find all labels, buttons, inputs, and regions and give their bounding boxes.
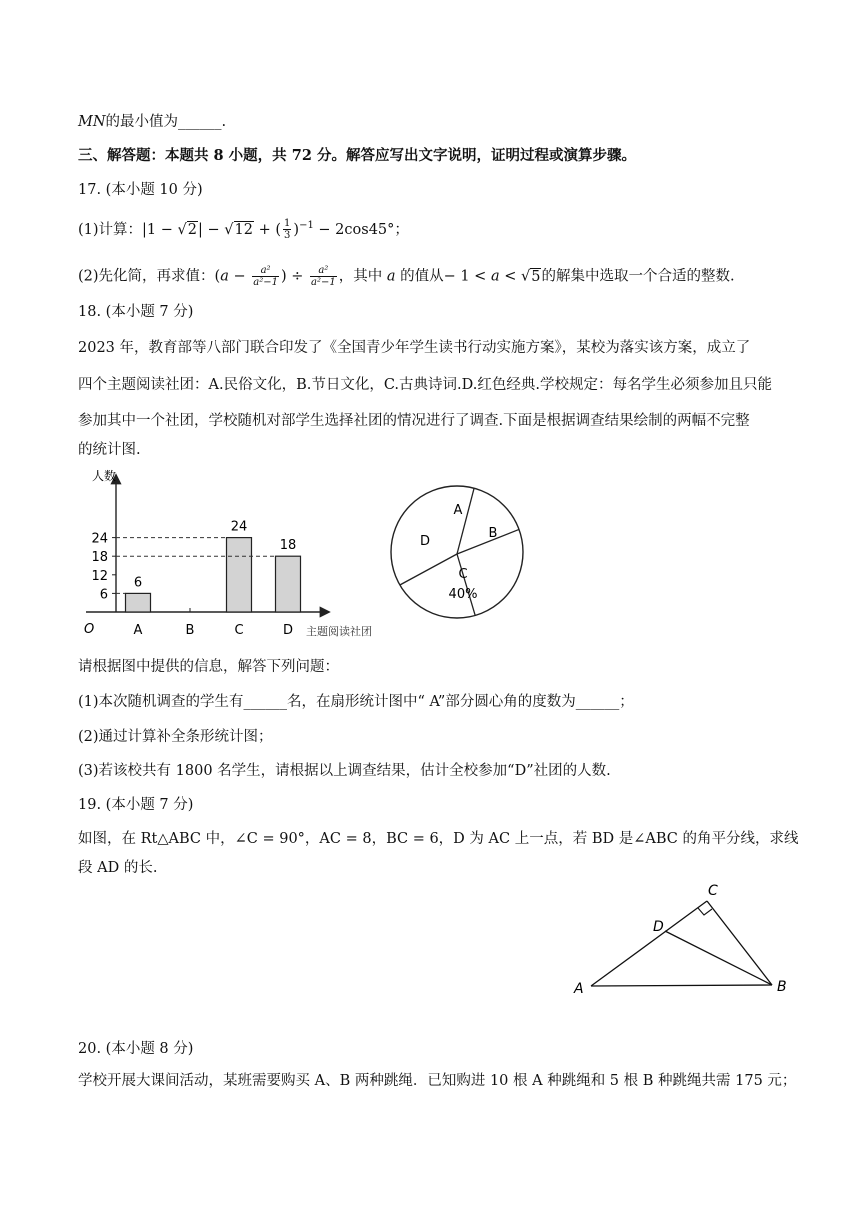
q18-para-2: 四个主题阅读社团：A.民俗文化，B.节日文化，C.古典诗词.D.红色经典.学校规定：每名学生必须参加且只能 — [78, 377, 772, 393]
vertex-d: D — [653, 919, 664, 935]
bar — [276, 556, 301, 612]
bar-xlabel: 主题阅读社团 — [306, 625, 372, 638]
q16-tail — [78, 112, 226, 132]
q18-item-3: (3)若该校共有 1800 名学生，请根据以上调查结果，估计全校参加“D”社团的人数. — [78, 763, 611, 779]
bar-ylabel: 人数 — [92, 469, 117, 483]
exponent: −1 — [299, 220, 314, 231]
q17-part2-label: (2)先化简，再求值：( — [78, 268, 221, 285]
sqrt-12: 12 — [234, 221, 253, 238]
q18-para-3: 参加其中一个社团，学校随机对部学生选择社团的情况进行了调查.下面是根据调查结果绘制的两幅不完整 — [78, 413, 750, 429]
bar-ytick-label: 6 — [99, 587, 108, 603]
bar-data-label: 6 — [133, 575, 143, 591]
vertex-a: A — [574, 981, 584, 997]
pie-label-b: B — [488, 526, 498, 541]
q19-line-1: 如图，在 Rt△ABC 中，∠C = 90°，AC = 8，BC = 6，D 为 AC 上一点，若 BD 是∠ABC 的角平分线，求线 — [78, 831, 799, 847]
bar-ytick-label: 12 — [91, 568, 108, 584]
frac2-den: a²−1 — [310, 277, 336, 288]
side-ab — [591, 985, 772, 986]
right-angle-mark — [698, 908, 712, 915]
expr-c: + ( — [253, 221, 282, 238]
bar-ytick-label: 18 — [91, 550, 108, 566]
var-mn: MN — [78, 114, 106, 130]
frac1-den: a²−1 — [253, 277, 278, 288]
q17-part1-label: (1)计算： — [78, 221, 143, 238]
triangle-figure — [560, 878, 800, 998]
sqrt-2: 2 — [187, 221, 198, 238]
q17-header: 17. (本小题 10 分) — [78, 182, 203, 198]
frac2-num: a² — [310, 265, 337, 277]
vertex-c: C — [708, 883, 718, 899]
bar-xtick-label: A — [133, 623, 143, 638]
q16-text: 的最小值为______. — [105, 114, 227, 130]
q18-item-1: (1)本次随机调查的学生有______名，在扇形统计图中“ A”部分圆心角的度数为______； — [78, 694, 634, 710]
bar-xtick-label: B — [185, 623, 195, 638]
bar-ytick-label: 24 — [91, 531, 108, 547]
pie-label-a: A — [453, 503, 463, 518]
bar-origin: O — [84, 622, 95, 637]
bar — [126, 593, 151, 612]
bar-chart-marks — [116, 520, 301, 612]
section-title: 三、解答题：本题共 8 小题，共 72 分。解答应写出文字说明，证明过程或演算步骤。 — [78, 147, 636, 164]
vertex-b: B — [777, 979, 787, 995]
bar-xtick-label: D — [282, 623, 294, 638]
q19-header: 19. (本小题 7 分) — [78, 797, 194, 813]
q18-prompt: 请根据图中提供的信息，解答下列问题： — [78, 659, 339, 675]
text3: < — [499, 268, 521, 285]
q18-para-4: 的统计图. — [78, 442, 141, 458]
segment-bd — [665, 931, 772, 985]
divide: ) ÷ — [280, 268, 308, 285]
bar-chart — [78, 462, 398, 642]
q18-item-2: (2)通过计算补全条形统计图； — [78, 729, 273, 745]
expr-a: |1 − — [142, 221, 178, 238]
minus: − — [228, 268, 251, 285]
pie-chart — [385, 480, 530, 625]
q19-line-2: 段 AD 的长. — [78, 860, 158, 876]
frac-num: 1 — [284, 218, 291, 230]
var-a: a — [220, 268, 229, 285]
bar-data-label: 24 — [230, 519, 248, 535]
fraction-1 — [252, 265, 279, 288]
side-cb — [707, 901, 772, 985]
bar-data-label: 18 — [279, 538, 297, 554]
q18-header: 18. (本小题 7 分) — [78, 304, 194, 320]
var-a2: a — [386, 268, 396, 285]
expr-e: − 2cos45°； — [313, 221, 409, 238]
text1: ，其中 — [338, 268, 387, 285]
q18-para-1: 2023 年，教育部等八部门联合印发了《全国青少年学生读书行动实施方案》，某校为落实该方案，成立了 — [78, 340, 751, 356]
q20-header: 20. (本小题 8 分) — [78, 1041, 194, 1057]
sqrt-5: 5 — [531, 268, 541, 285]
frac1-num: a² — [252, 265, 279, 277]
q20-line-1: 学校开展大课间活动，某班需要购买 A、B 两种跳绳．已知购进 10 根 A 种跳绳和 5 根 B 种跳绳共需 175 元； — [78, 1073, 797, 1089]
pie-label-c: C — [458, 567, 468, 582]
fraction-2 — [310, 265, 337, 288]
expr-b: | − — [198, 221, 225, 238]
frac-one-third — [283, 218, 291, 241]
pie-label-d: D — [419, 534, 431, 549]
frac-den: 3 — [284, 230, 291, 242]
pie-label-c-value: 40% — [448, 587, 478, 602]
expr-d: ) — [293, 221, 300, 238]
q17-part2: (2)先化简，再求值：(a − $\frac{\text{a²}}{\text{a²−1}}$ ) ÷ $\frac{\text{a²}}{\text{a²−1}}$ ，其中 a 的值从− 1 < a < √5的解集中选取一个合适的整数. — [78, 265, 735, 288]
var-a3: a — [490, 268, 500, 285]
bar-xtick-label: C — [234, 623, 244, 638]
text4: 的解集中选取一个合适的整数. — [541, 268, 735, 285]
bar — [227, 538, 252, 612]
text2: 的值从− 1 < — [395, 268, 491, 285]
q17-part1: (1)计算：|1 − √2| − √12 + ( $\frac{1}{3}$ )$^{-1}$ − 2cos45°； — [78, 218, 409, 242]
